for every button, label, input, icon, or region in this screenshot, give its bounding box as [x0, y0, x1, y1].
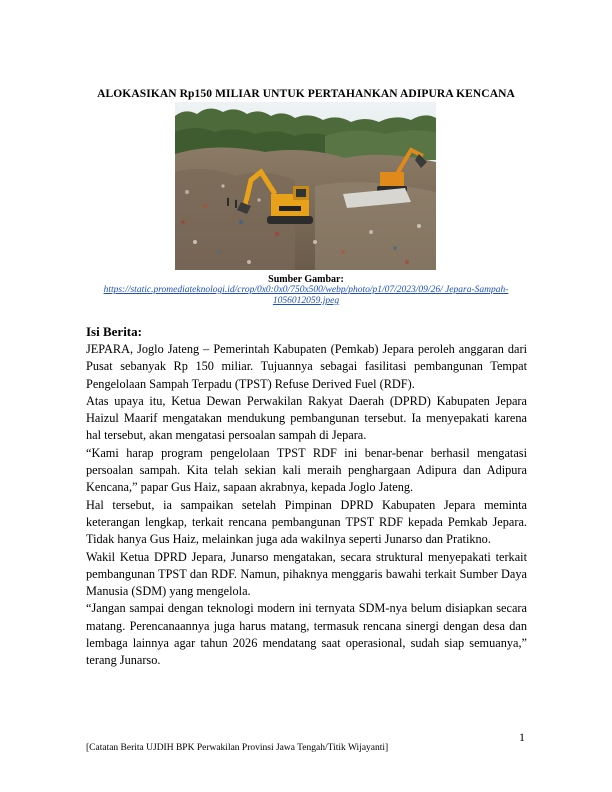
paragraph: “Kami harap program pengelolaan TPST RDF ini benar-benar berhasil mengatasi persoalan sampah. Kita telah sekian kali meraih penghargaan Adipura dan Adipura Kencana,” papar Gus Haiz, sapaan akrabnya, kepada Joglo Jateng.	[86, 445, 527, 495]
footer-note: [Catatan Berita UJDIH BPK Perwakilan Provinsi Jawa Tengah/Titik Wijayanti]	[86, 743, 389, 753]
landfill-excavator-photo	[175, 102, 436, 270]
paragraph: Hal tersebut, ia sampaikan setelah Pimpinan DPRD Kabupaten Jepara meminta keterangan lengkap, terkait rencana pembangunan TPST RDF kepada Pemkab Jepara. Tidak hanya Gus Haiz, melainkan juga ada wakilnya seperti Junarso dan Pratikno.	[86, 497, 527, 547]
paragraph: Atas upaya itu, Ketua Dewan Perwakilan Rakyat Daerah (DPRD) Kabupaten Jepara Haizul Maarif mengatakan mendukung pembangunan tersebut. Ia menyepakati karena hal tersebut, akan mengatasi persoalan sampah di Jepara.	[86, 393, 527, 443]
article-title: ALOKASIKAN Rp150 MILIAR UNTUK PERTAHANKAN ADIPURA KENCANA	[97, 88, 515, 100]
image-caption-label: Sumber Gambar:	[268, 274, 344, 285]
paragraph: JEPARA, Joglo Jateng – Pemerintah Kabupaten (Pemkab) Jepara peroleh anggaran dari Pusat sebanyak Rp 150 miliar. Tujuannya sebagai fasilitasi pembangunan Tempat Pengelolaan Sampah Terpadu (TPST) Refuse Derived Fuel (RDF).	[86, 342, 527, 391]
paragraph: Wakil Ketua DPRD Jepara, Junarso mengatakan, secara struktural menyepakati terkait pembangunan TPST dan RDF. Namun, pihaknya menggaris bawahi terkait Sumber Daya Manusia (SDM) yang mengelola.	[86, 549, 527, 599]
image-source-link[interactable]: https://static.promediateknologi.id/crop/0x0:0x0/750x500/webp/photo/p1/07/2023/09/26/ Jepara-Sampah-1056012059.jpeg	[103, 285, 509, 306]
paragraph: “Jangan sampai dengan teknologi modern ini ternyata SDM-nya belum disiapkan secara matang. Perencanaannya juga harus matang, termasuk rencana sinergi dengan desa dan lembaga lainnya agar tahun 2026 mendatang saat operasional, sudah siap semuanya,” terang Junarso.	[86, 601, 527, 668]
article-body	[86, 341, 527, 670]
page-number: 1	[519, 730, 525, 744]
section-heading: Isi Berita:	[86, 324, 142, 339]
